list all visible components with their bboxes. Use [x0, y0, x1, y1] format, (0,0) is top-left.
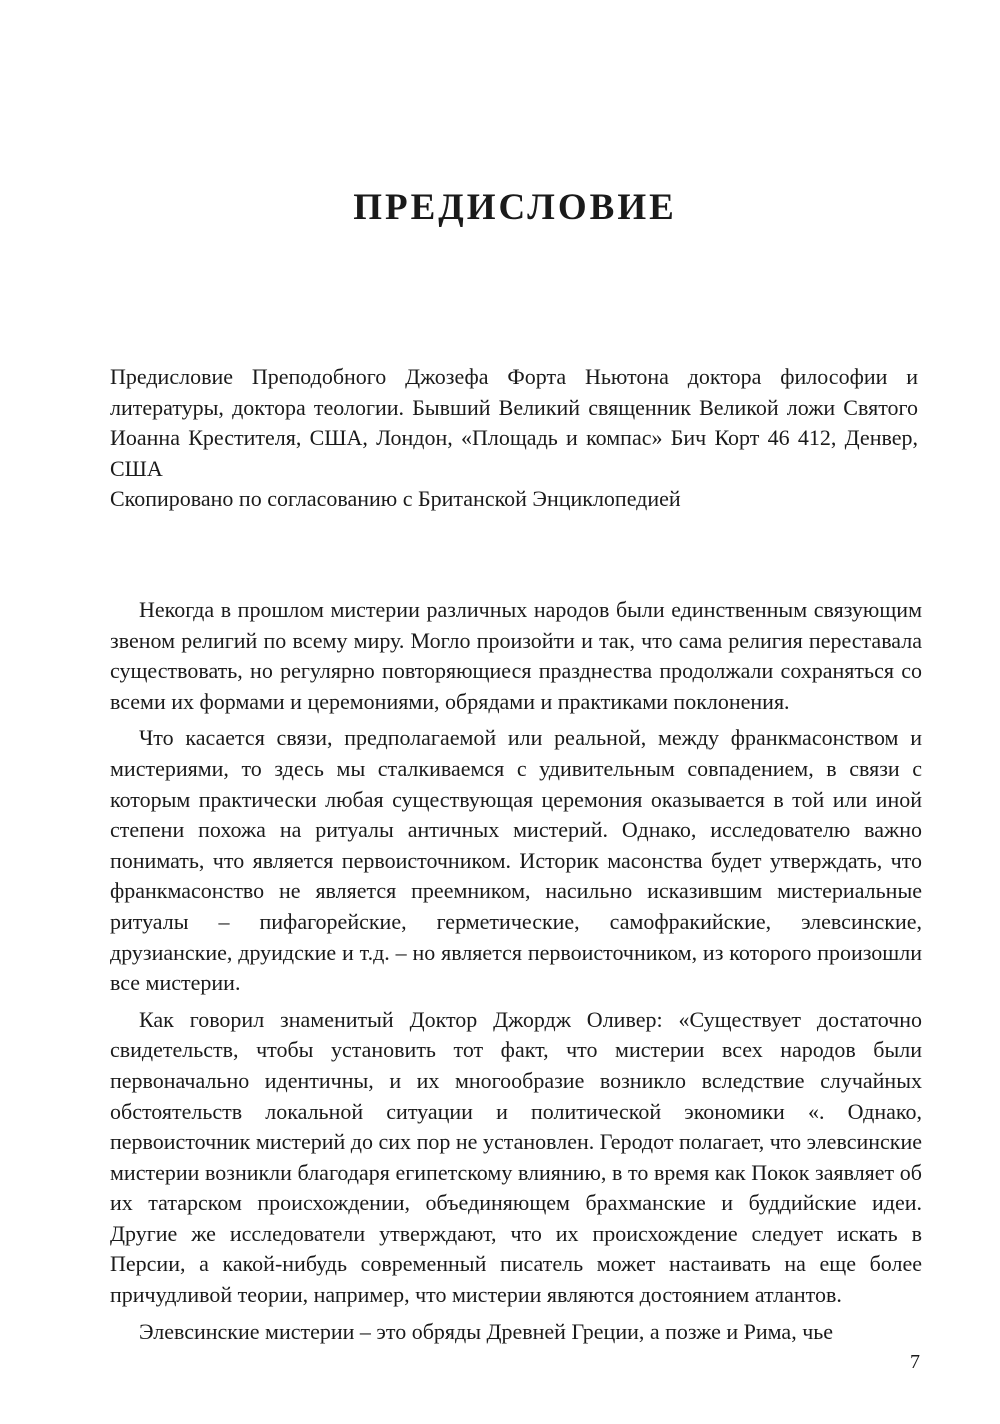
body-text — [110, 595, 922, 1353]
paragraph: Как говорил знаменитый Доктор Джордж Оливер: «Существует достаточно свидетельств, чтобы установить тот факт, что мистерии всех народов были первоначально идентичны, и их многообразие возникло вследствие случайных обстоятельств локальной ситуации и политической экономики «. Однако, первоисточник мистерий до сих пор не установлен. Геродот полагает, что элевсинские мистерии возникли благодаря египетскому влиянию, в то время как Покок заявляет об их татарском происхождении, объединяющем брахманские и буддийские идеи. Другие же исследователи утверждают, что их происхождение следует искать в Персии, а какой-нибудь современный писатель может настаивать на еще более причудливой теории, например, что мистерии являются достоянием атлантов. — [110, 1006, 922, 1308]
preface-attribution — [110, 362, 918, 515]
paragraph: Элевсинские мистерии – это обряды Древней Греции, а позже и Рима, чье — [139, 1318, 834, 1344]
paragraph: Некогда в прошлом мистерии различных народов были единственным связующим звеном религий по всему миру. Могло произойти и так, что сама религия переставала существовать, но регулярно повторяющиеся празднества продолжали сохраняться со всеми их формами и церемониями, обрядами и практиками поклонения. — [110, 597, 922, 714]
page-number: 7 — [910, 1351, 920, 1373]
attribution-text: Предисловие Преподобного Джозефа Форта Ньютона доктора философии и литературы, доктора теологии. Бывший Великий священник Великой ложи Святого Иоанна Крестителя, США, Лондон, «Площадь и компас» Бич Корт 46 412, Денвер, США — [110, 364, 918, 481]
paragraph: Что касается связи, предполагаемой или реальной, между франкмасонством и мистериями, то здесь мы сталкиваемся с удивительным совпадением, в связи с которым практически любая существующая церемония оказывается в той или иной степени похожа на ритуалы античных мистерий. Однако, исследователю важно понимать, что является первоисточником. Историк масонства будет утверждать, что франкмасонство не является преемником, насильно исказившим мистериальные ритуалы – пифагорейские, герметические, самофракийские, элевсинские, друзианские, друидские и т.д. – но является первоисточником, из которого произошли все мистерии. — [110, 725, 922, 996]
chapter-title: ПРЕДИСЛОВИЕ — [353, 187, 677, 228]
copyright-note: Скопировано по согласованию с Британской Энциклопедией — [110, 486, 681, 511]
